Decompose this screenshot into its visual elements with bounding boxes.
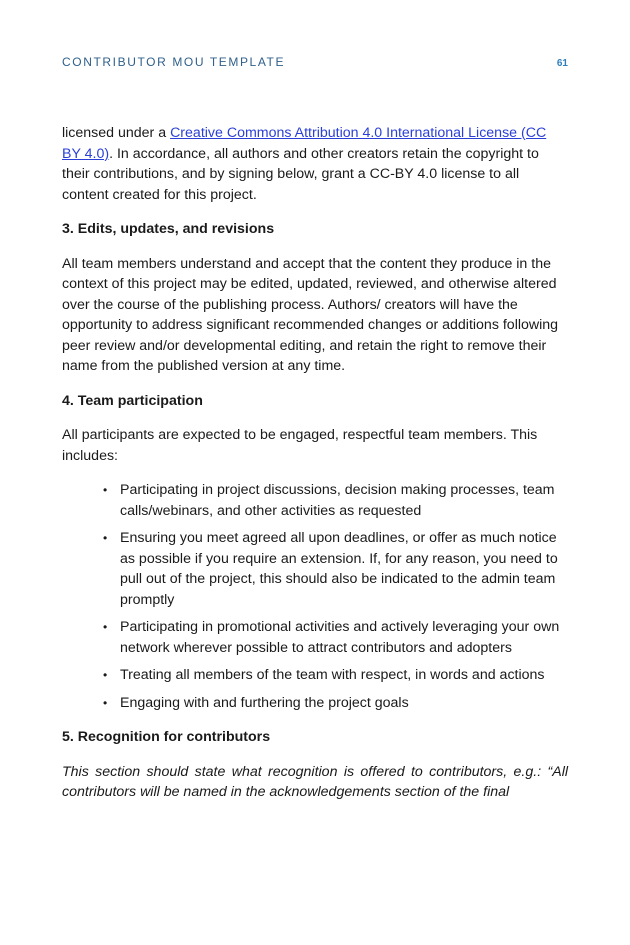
intro-text-before-link: licensed under a bbox=[62, 125, 171, 141]
cc-license-link[interactable]: Creative Commons Attribution 4.0 International License (CC BY 4.0) bbox=[62, 125, 547, 162]
bullet-icon: • bbox=[103, 695, 108, 710]
section-3-body: All team members understand and accept that the content they produce in the context of this project may be edited, updated, reviewed, and otherwise altered over the course of the publishing process. Authors/ creators will have the opportunity to address significant recommended changes or additions following peer review and/or developmental editing, and retain the right to remove their name from the published version at any time. bbox=[62, 255, 559, 374]
list-item-text: Ensuring you meet agreed all upon deadlines, or offer as much notice as possible if you require an extension. If, for any reason, you need to pull out of the project, this should also be indicated to the admin team promptly bbox=[120, 530, 558, 608]
list-item bbox=[62, 528, 568, 610]
list-item bbox=[62, 693, 568, 714]
list-item-text: Engaging with and furthering the project goals bbox=[120, 694, 409, 711]
list-item-text: Treating all members of the team with respect, in words and actions bbox=[120, 667, 545, 683]
section-5-heading: 5. Recognition for contributors bbox=[62, 729, 271, 745]
intro-paragraph bbox=[62, 123, 568, 205]
bullet-icon: • bbox=[103, 620, 108, 634]
section-5-body: This section should state what recognition is offered to contributors, e.g.: “All contributors will be named in the acknowledgements section of the final bbox=[62, 763, 568, 800]
bullet-icon: • bbox=[103, 531, 108, 545]
participation-list bbox=[62, 480, 568, 713]
intro-text-after-link: . In accordance, all authors and other creators retain the copyright to their contributions, and by signing below, grant a CC-BY 4.0 license to all content created for this project. bbox=[62, 145, 539, 203]
page-header bbox=[62, 55, 568, 69]
header-title: CONTRIBUTOR MOU TEMPLATE bbox=[62, 55, 286, 69]
bullet-icon: • bbox=[103, 668, 108, 682]
list-item-text: Participating in project discussions, decision making processes, team calls/webinars, and other activities as requested bbox=[120, 482, 555, 519]
list-item bbox=[62, 480, 568, 521]
list-item bbox=[62, 665, 568, 686]
bullet-icon: • bbox=[103, 483, 108, 497]
section-4-body: All participants are expected to be engaged, respectful team members. This includes: bbox=[62, 427, 538, 464]
list-item-text: Participating in promotional activities and actively leveraging your own network wherever possible to attract contributors and adopters bbox=[120, 619, 560, 656]
document-body bbox=[62, 123, 568, 817]
section-3-heading: 3. Edits, updates, and revisions bbox=[62, 221, 275, 237]
page-number: 61 bbox=[556, 58, 568, 69]
section-4-heading: 4. Team participation bbox=[62, 392, 203, 409]
list-item bbox=[62, 617, 568, 658]
